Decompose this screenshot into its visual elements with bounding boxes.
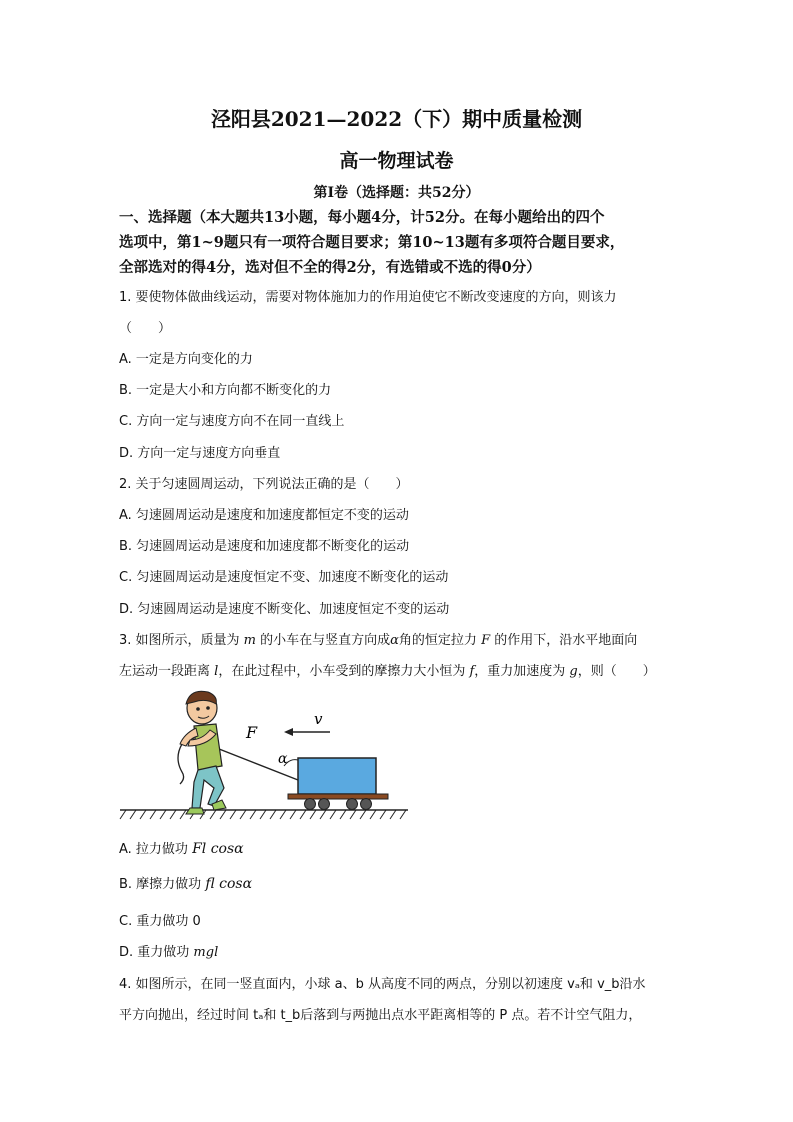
q1-option-c: C. 方向一定与速度方向不在同一直线上	[119, 414, 345, 429]
q3-option-math: mgl	[193, 945, 219, 960]
q1-stem: 1. 要使物体做曲线运动，需要对物体施加力的作用迫使它不断改变速度的方向，则该力	[119, 290, 617, 305]
q3-option-text: C. 重力做功 0	[119, 914, 201, 929]
q3-text: 3. 如图所示，质量为	[119, 633, 244, 648]
q3-option-d	[119, 941, 218, 960]
q3-option-text: A. 拉力做功	[119, 842, 193, 857]
q2-option-a: A. 匀速圆周运动是速度和加速度都恒定不变的运动	[119, 508, 409, 523]
cart-box	[298, 758, 376, 794]
instructions-line-1: 一、选择题（本大题共13小题，每小题4分，计52分。在每小题给出的四个	[119, 209, 605, 226]
q4-line-2: 平方向抛出，经过时间 tₐ和 t_b后落到与两抛出点水平距离相等的 P 点。若不计空气阻力，	[119, 1008, 642, 1023]
q3-var-F: F	[481, 633, 491, 648]
cart-platform	[288, 794, 388, 799]
section-heading: 第Ⅰ卷（选择题：共52分）	[313, 185, 480, 201]
cart-wheel	[305, 799, 316, 810]
q2-stem: 2. 关于匀速圆周运动，下列说法正确的是（ ）	[119, 477, 409, 492]
q3-figure	[118, 688, 413, 828]
cart-wheel	[319, 799, 330, 810]
q3-text: 的作用下，沿水平地面向	[490, 633, 638, 648]
q3-line-2	[119, 660, 656, 679]
q3-text: 角的恒定拉力	[398, 633, 482, 648]
instructions-line-3: 全部选对的得4分，选对但不全的得2分，有选错或不选的得0分）	[119, 259, 541, 276]
angle-label: α	[278, 751, 288, 767]
q3-text: 左运动一段距离	[119, 664, 215, 679]
q4-line-1: 4. 如图所示，在同一竖直面内，小球 a、b 从高度不同的两点，分别以初速度 vₐ和 v_b沿水	[119, 977, 646, 992]
cart-wheel	[347, 799, 358, 810]
q2-option-b: B. 匀速圆周运动是速度和加速度都不断变化的运动	[119, 539, 410, 554]
force-label: F	[246, 723, 258, 742]
q1-option-a: A. 一定是方向变化的力	[119, 352, 253, 367]
q1-paren: （ ）	[119, 321, 172, 336]
q3-text: ，在此过程中，小车受到的摩擦力大小恒为	[218, 664, 470, 679]
q3-var-alpha: α	[390, 633, 399, 648]
q3-var-l: l	[214, 664, 219, 679]
q3-option-math: Fl cosα	[192, 841, 244, 857]
instructions-line-2: 选项中，第1~9题只有一项符合题目要求；第10~13题有多项符合题目要求，	[119, 234, 625, 251]
q1-option-d: D. 方向一定与速度方向垂直	[119, 446, 281, 461]
velocity-arrowhead	[284, 728, 293, 736]
q3-line-1	[119, 629, 637, 648]
exam-subtitle: 高一物理试卷	[339, 150, 454, 172]
q3-var-g: g	[569, 664, 578, 679]
q1-option-b: B. 一定是大小和方向都不断变化的力	[119, 383, 332, 398]
q2-option-c: C. 匀速圆周运动是速度恒定不变、加速度不断变化的运动	[119, 570, 449, 585]
q2-option-d: D. 匀速圆周运动是速度不断变化、加速度恒定不变的运动	[119, 602, 450, 617]
q3-var-m: m	[243, 633, 256, 648]
person-figure	[178, 691, 226, 814]
q3-text: ，重力加速度为	[474, 664, 570, 679]
q3-text: ，则（ ）	[577, 664, 656, 679]
cart-wheel	[361, 799, 372, 810]
q3-option-b	[119, 873, 252, 892]
q3-option-a	[119, 838, 244, 857]
velocity-label: v	[314, 710, 323, 728]
ground-hatch	[120, 810, 406, 819]
q3-option-text: B. 摩擦力做功	[119, 877, 206, 892]
q3-text: 的小车在与竖直方向成	[256, 633, 391, 648]
exam-title: 泾阳县2021—2022（下）期中质量检测	[210, 107, 583, 131]
q3-option-math: fl cosα	[205, 876, 253, 892]
q3-option-c	[119, 910, 201, 929]
q3-var-f: f	[469, 664, 475, 679]
q3-option-text: D. 重力做功	[119, 945, 194, 960]
